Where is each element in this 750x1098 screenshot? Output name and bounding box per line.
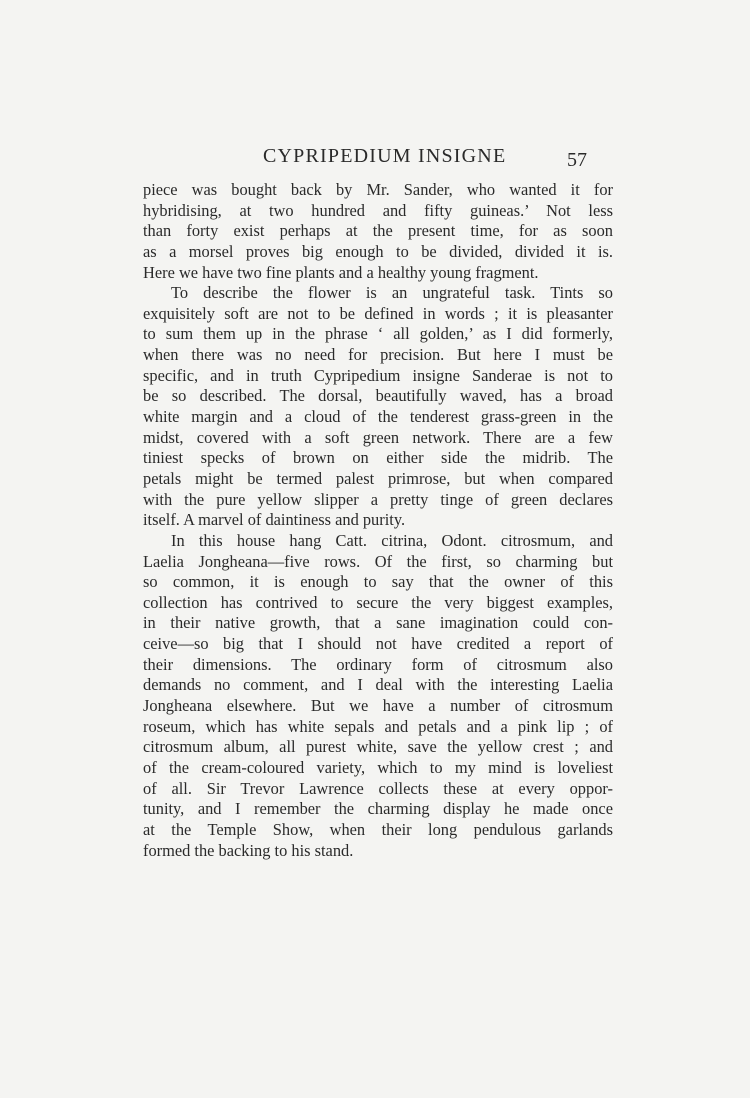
running-head [0,143,750,173]
text-line: as a morsel proves big enough to be divided, divided it is. [143,241,613,261]
text-line: Laelia Jongheana—five rows. Of the first, so charming but [143,551,613,571]
text-line: tiniest specks of brown on either side the midrib. The [143,448,613,468]
text-line: when there was no need for precision. But here I must be [143,345,613,365]
text-line: collection has contrived to secure the very biggest examples, [143,592,613,612]
text-line: piece was bought back by Mr. Sander, who wanted it for [143,180,613,199]
text-line: hybridising, at two hundred and fifty guineas.’ Not less [143,200,613,220]
text-line: specific, and in truth Cypripedium insigne Sanderae is not to [143,365,613,385]
text-line: of the cream-coloured variety, which to my mind is loveliest [143,757,613,777]
text-line: to sum them up in the phrase ‘ all golden,’ as I did formerly, [143,324,613,344]
text-line: be so described. The dorsal, beautifully waved, has a broad [143,386,613,406]
text-line: white margin and a cloud of the tenderest grass-green in the [143,407,613,427]
text-line: Jongheana elsewhere. But we have a number of citrosmum [143,696,613,716]
text-line: demands no comment, and I deal with the interesting Laelia [143,675,613,695]
text-line: ceive—so big that I should not have credited a report of [143,634,613,654]
text-line: citrosmum album, all purest white, save the yellow crest ; and [143,737,613,757]
text-line: than forty exist perhaps at the present time, for as soon [143,221,613,241]
text-line: petals might be termed palest primrose, but when compared [143,468,613,488]
text-line: so common, it is enough to say that the owner of this [143,572,613,592]
page-number: 57 [567,149,587,171]
text-line: roseum, which has white sepals and petals and a pink lip ; of [143,716,613,736]
text-line: To describe the flower is an ungrateful task. Tints so [171,283,613,303]
text-line: exquisitely soft are not to be defined in words ; it is pleasanter [143,303,613,323]
text-line: with the pure yellow slipper a pretty tinge of green declares [143,489,613,509]
body-text [143,180,613,861]
text-line: In this house hang Catt. citrina, Odont. citrosmum, and [171,530,613,550]
text-line: at the Temple Show, when their long pendulous garlands [143,819,613,839]
text-line: Here we have two fine plants and a healthy young fragment. [143,262,539,282]
text-line: itself. A marvel of daintiness and purity. [143,510,406,530]
text-line: of all. Sir Trevor Lawrence collects these at every oppor- [143,778,613,798]
text-line: midst, covered with a soft green network. There are a few [143,427,613,447]
text-line: their dimensions. The ordinary form of citrosmum also [143,654,613,674]
text-line: in their native growth, that a sane imagination could con- [143,613,613,633]
text-line: tunity, and I remember the charming display he made once [143,799,613,819]
text-line: formed the backing to his stand. [143,840,354,860]
running-title: CYPRIPEDIUM INSIGNE [263,145,507,167]
